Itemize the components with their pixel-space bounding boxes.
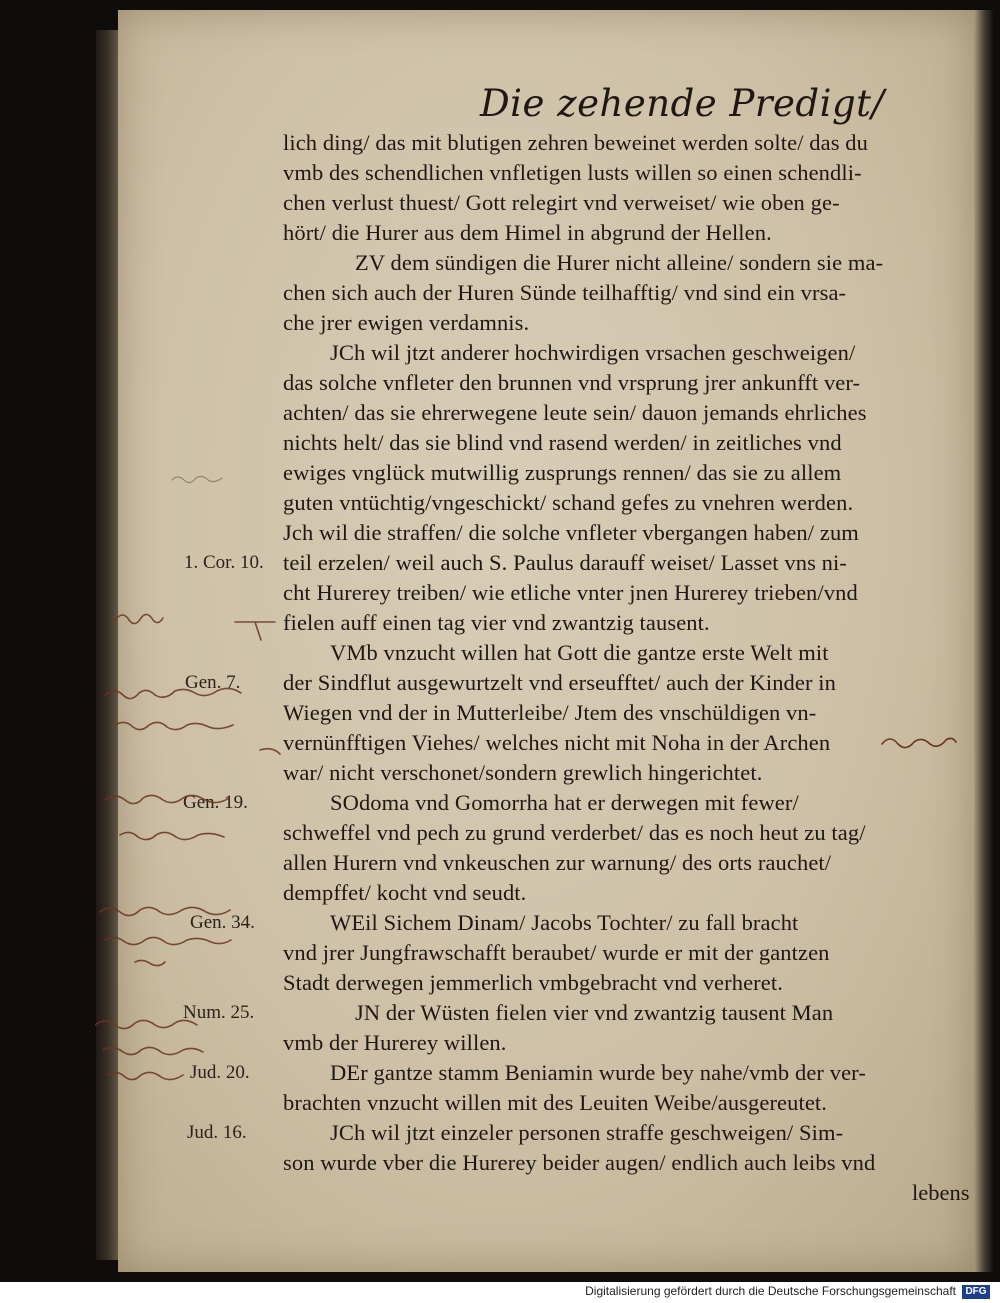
text-line: DEr gantze stamm Beniamin wurde bey nahe/vmb der ver- [330,1060,866,1085]
text-line: ZV dem sündigen die Hurer nicht alleine/ sondern sie ma- [355,250,884,275]
text-line: son wurde vber die Hurerey beider augen/ endlich auch leibs vnd [283,1150,876,1175]
text-line: cht Hurerey treiben/ wie etliche vnter jnen Hurerey trieben/vnd [283,580,858,605]
text-line: Stadt derwegen jemmerlich vmbgebracht vnd verheret. [283,970,783,995]
text-line: SOdoma vnd Gomorrha hat er derwegen mit fewer/ [330,790,799,815]
text-line: hört/ die Hurer aus dem Himel in abgrund der Hellen. [283,220,772,245]
text-line: chen verlust thuest/ Gott relegirt vnd verweiset/ wie oben ge- [283,190,840,215]
margin-ref: 1. Cor. 10. [184,552,264,573]
running-header: Die zehende Predigt/ [480,82,885,125]
text-line: che jrer ewigen verdamnis. [283,310,530,335]
text-line: schweffel vnd pech zu grund verderbet/ das es noch heut zu tag/ [283,820,866,845]
margin-ref: Num. 25. [183,1002,255,1023]
text-line: vmb der Hurerey willen. [283,1030,507,1055]
text-line: guten vntüchtig/vngeschickt/ schand gefes zu vnehren werden. [283,490,854,515]
text-line: achten/ das sie ehrerwegene leute sein/ dauon jemands ehrliches [283,400,867,425]
text-line: ewiges vnglück mutwillig zusprungs rennen/ das sie zu allem [283,460,842,485]
text-line: teil erzelen/ weil auch S. Paulus darauff weiset/ Lasset vns ni- [283,550,847,575]
text-line: JCh wil jtzt einzeler personen straffe geschweigen/ Sim- [330,1120,844,1145]
text-line: Jch wil die straffen/ die solche vnfleter vbergangen haben/ zum [283,520,859,545]
text-line: vernünfftigen Viehes/ welches nicht mit Noha in der Archen [283,730,831,755]
text-line: brachten vnzucht willen mit des Leuiten Weibe/ausgereutet. [283,1090,828,1115]
margin-ref: Jud. 20. [190,1062,250,1083]
text-line: nichts helt/ das sie blind vnd rasend werden/ in zeitliches vnd [283,430,842,455]
text-line: Wiegen vnd der in Mutterleibe/ Jtem des vnschüldigen vn- [283,700,817,725]
margin-ref: Jud. 16. [187,1122,247,1143]
text-line: VMb vnzucht willen hat Gott die gantze erste Welt mit [330,640,829,665]
dfg-logo: DFG [962,1285,990,1299]
text-line: JN der Wüsten fielen vier vnd zwantzig tausent Man [355,1000,834,1025]
margin-ref: Gen. 34. [190,912,255,933]
margin-ref: Gen. 7. [185,672,241,693]
text-line: war/ nicht verschonet/sondern grewlich hingerichtet. [283,760,763,785]
text-line: vnd jrer Jungfrawschafft beraubet/ wurde er mit der gantzen [283,940,830,965]
text-line: allen Hurern vnd vnkeuschen zur warnung/ des orts rauchet/ [283,850,832,875]
text-line: WEil Sichem Dinam/ Jacobs Tochter/ zu fall bracht [330,910,799,935]
text-line: vmb des schendlichen vnfletigen lusts willen so einen schendli- [283,160,862,185]
margin-ref: Gen. 19. [183,792,248,813]
text-line: dempffet/ kocht vnd seudt. [283,880,527,905]
handwritten-marginalia [95,600,295,1120]
catchword: lebens [912,1180,970,1205]
text-line: JCh wil jtzt anderer hochwirdigen vrsachen geschweigen/ [330,340,856,365]
footer-credit: Digitalisierung gefördert durch die Deutsche Forschungsgemeinschaft [585,1284,956,1298]
handwritten-mark [170,468,230,488]
text-line: chen sich auch der Huren Sünde teilhafftig/ vnd sind ein vrsa- [283,280,847,305]
handwritten-annotation [880,728,960,756]
text-line: lich ding/ das mit blutigen zehren beweinet werden solte/ das du [283,130,868,155]
text-line: der Sindflut ausgewurtzelt vnd erseufftet/ auch der Kinder in [283,670,837,695]
text-line: das solche vnfleter den brunnen vnd vrsprung jrer ankunfft ver- [283,370,861,395]
text-line: fielen auff einen tag vier vnd zwantzig tausent. [283,610,710,635]
